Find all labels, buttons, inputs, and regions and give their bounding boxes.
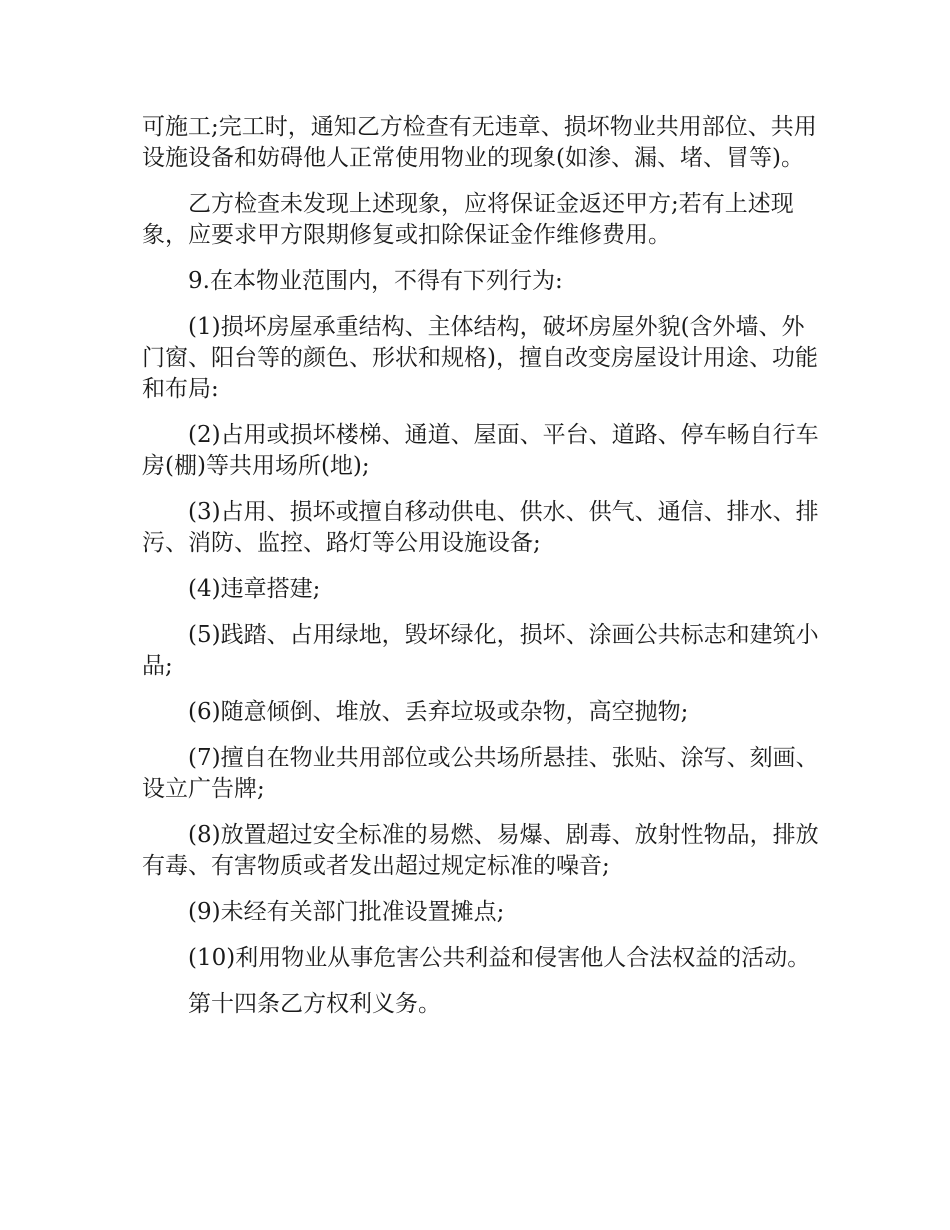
list-item-5: (5)践踏、占用绿地，毁坏绿化，损坏、涂画公共标志和建筑小品;	[142, 622, 819, 679]
list-item-1: (1)损坏房屋承重结构、主体结构，破坏房屋外貌(含外墙、外门窗、阳台等的颜色、形状和规格)，擅自改变房屋设计用途、功能和布局:	[142, 314, 818, 402]
list-item-9: (9)未经有关部门批准设置摊点;	[188, 899, 505, 925]
document-body	[142, 112, 822, 1035]
section-heading-article-14: 第十四条乙方权利义务。	[188, 991, 441, 1017]
list-item-6: (6)随意倾倒、堆放、丢弃垃圾或杂物，高空抛物;	[188, 699, 689, 725]
list-item-10: (10)利用物业从事危害公共利益和侵害他人合法权益的活动。	[188, 945, 811, 971]
list-item-4: (4)违章搭建;	[188, 576, 321, 602]
list-item-2: (2)占用或损坏楼梯、通道、屋面、平台、道路、停车畅自行车房(棚)等共用场所(地);	[142, 422, 819, 479]
list-item-8: (8)放置超过安全标准的易燃、易爆、剧毒、放射性物品，排放有毒、有害物质或者发出超过规定标准的噪音;	[142, 822, 819, 879]
paragraph-continuation: 可施工;完工时，通知乙方检查有无违章、损坏物业共用部位、共用设施设备和妨碍他人正常使用物业的现象(如渗、漏、堵、冒等)。	[142, 114, 817, 171]
list-item-7: (7)擅自在物业共用部位或公共场所悬挂、张贴、涂写、刻画、设立广告牌;	[142, 745, 819, 802]
paragraph-deposit-return: 乙方检查未发现上述现象，应将保证金返还甲方;若有上述现象，应要求甲方限期修复或扣除保证金作维修费用。	[142, 191, 794, 248]
paragraph-item-9-heading: 9.在本物业范围内，不得有下列行为:	[188, 268, 563, 294]
list-item-3: (3)占用、损坏或擅自移动供电、供水、供气、通信、排水、排污、消防、监控、路灯等公用设施设备;	[142, 499, 819, 556]
